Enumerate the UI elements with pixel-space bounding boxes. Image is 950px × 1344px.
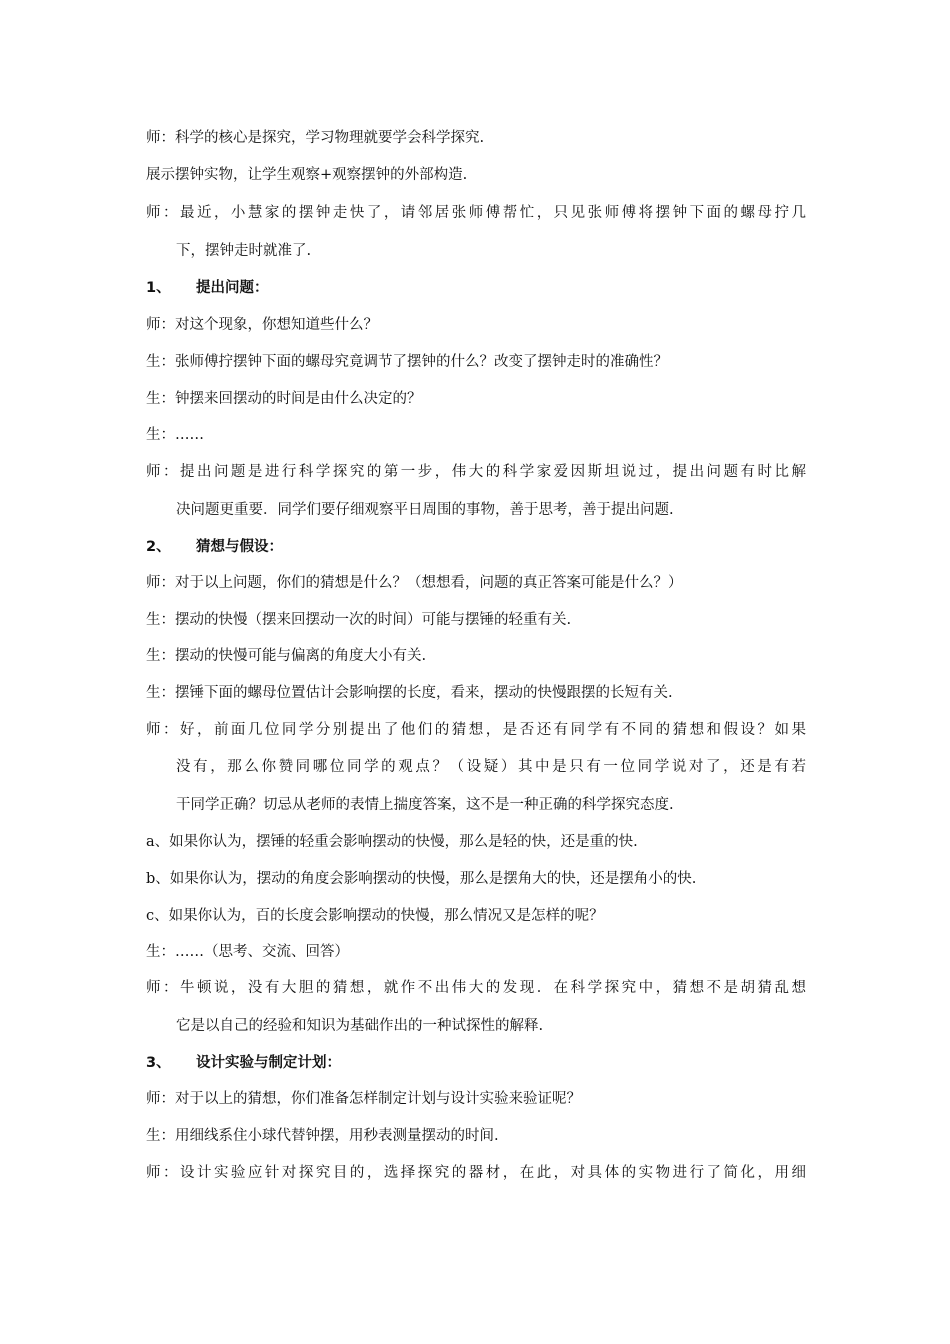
paragraph-line: 师：好，前面几位同学分别提出了他们的猜想，是否还有同学有不同的猜想和假设？如果 bbox=[146, 722, 806, 738]
paragraph-line: 生：用细线系住小球代替钟摆，用秒表测量摆动的时间. bbox=[146, 1128, 499, 1144]
paragraph-line: 师：对于以上的猜想，你们准备怎样制定计划与设计实验来验证呢？ bbox=[146, 1091, 581, 1107]
paragraph-line: 师：对于以上问题，你们的猜想是什么？（想想看，问题的真正答案可能是什么？） bbox=[146, 575, 683, 591]
section-heading-3 bbox=[146, 1053, 341, 1073]
section-number: 2、 bbox=[146, 539, 171, 555]
section-title: 提出问题： bbox=[196, 280, 269, 296]
paragraph-line: 展示摆钟实物，让学生观察+观察摆钟的外部构造. bbox=[146, 167, 468, 183]
paragraph-line: a、如果你认为，摆锤的轻重会影响摆动的快慢，那么是轻的快，还是重的快. bbox=[146, 834, 638, 850]
paragraph-line: 决问题更重要．同学们要仔细观察平日周围的事物，善于思考，善于提出问题. bbox=[176, 502, 674, 518]
paragraph-line: 生：张师傅拧摆钟下面的螺母究竟调节了摆钟的什么？改变了摆钟走时的准确性？ bbox=[146, 354, 668, 370]
paragraph-line: 生：摆锤下面的螺母位置估计会影响摆的长度，看来，摆动的快慢跟摆的长短有关. bbox=[146, 685, 673, 701]
paragraph-line: 师：牛顿说，没有大胆的猜想，就作不出伟大的发现．在科学探究中，猜想不是胡猜乱想 bbox=[146, 980, 806, 996]
section-heading-2 bbox=[146, 537, 283, 557]
paragraph-line: 生：…… bbox=[146, 427, 204, 443]
paragraph-line: c、如果你认为，百的长度会影响摆动的快慢，那么情况又是怎样的呢？ bbox=[146, 908, 604, 924]
paragraph-line: 师：科学的核心是探究，学习物理就要学会科学探究. bbox=[146, 130, 485, 146]
section-title: 设计实验与制定计划： bbox=[196, 1055, 341, 1071]
section-title: 猜想与假设： bbox=[196, 539, 283, 555]
paragraph-line: 下，摆钟走时就准了. bbox=[176, 243, 312, 259]
paragraph-line: 师：提出问题是进行科学探究的第一步，伟大的科学家爱因斯坦说过，提出问题有时比解 bbox=[146, 464, 806, 480]
paragraph-line: 生：……（思考、交流、回答） bbox=[146, 944, 349, 960]
paragraph-line: 它是以自己的经验和知识为基础作出的一种试探性的解释. bbox=[176, 1018, 544, 1034]
paragraph-line: b、如果你认为，摆动的角度会影响摆动的快慢，那么是摆角大的快，还是摆角小的快. bbox=[146, 871, 697, 887]
paragraph-line: 师：最近，小慧家的摆钟走快了，请邻居张师傅帮忙，只见张师傅将摆钟下面的螺母拧几 bbox=[146, 205, 806, 221]
paragraph-line: 生：摆动的快慢（摆来回摆动一次的时间）可能与摆锤的轻重有关. bbox=[146, 612, 572, 628]
paragraph-line: 没有，那么你赞同哪位同学的观点？（设疑）其中是只有一位同学说对了，还是有若 bbox=[176, 759, 806, 775]
paragraph-line: 师：对这个现象，你想知道些什么？ bbox=[146, 317, 378, 333]
paragraph-line: 师：设计实验应针对探究目的，选择探究的器材，在此，对具体的实物进行了简化，用细 bbox=[146, 1165, 806, 1181]
section-number: 1、 bbox=[146, 280, 171, 296]
paragraph-line: 生：摆动的快慢可能与偏离的角度大小有关. bbox=[146, 648, 427, 664]
paragraph-line: 干同学正确？切忌从老师的表情上揣度答案，这不是一种正确的科学探究态度. bbox=[176, 797, 674, 813]
section-heading-1 bbox=[146, 278, 269, 298]
paragraph-line: 生：钟摆来回摆动的时间是由什么决定的？ bbox=[146, 391, 422, 407]
section-number: 3、 bbox=[146, 1055, 171, 1071]
